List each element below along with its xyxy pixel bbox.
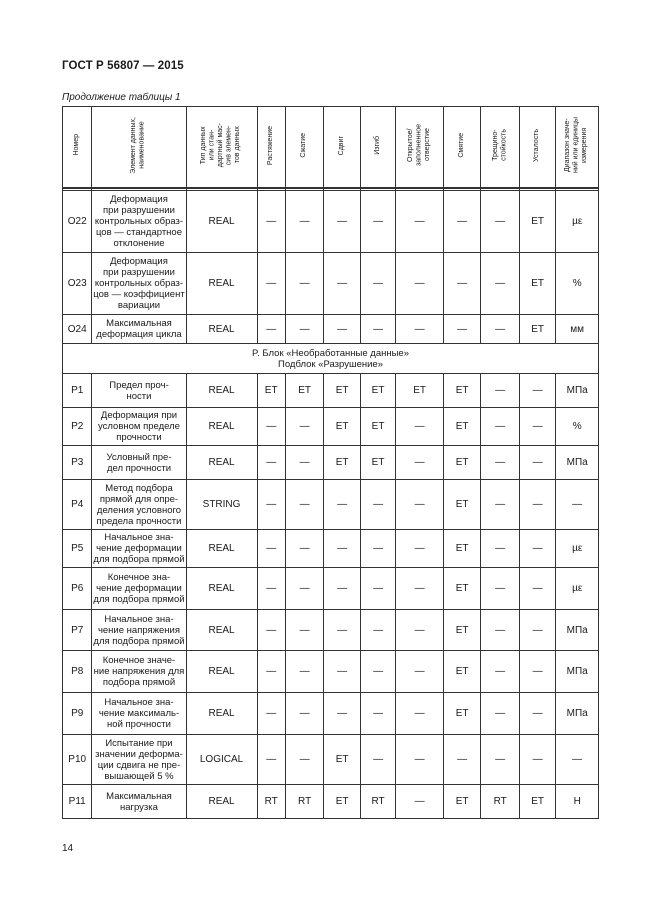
test-type-cell: ET	[443, 693, 480, 735]
column-header-label	[200, 123, 243, 167]
test-type-cell: —	[324, 191, 360, 253]
table-row	[63, 693, 599, 735]
column-header-label	[267, 126, 276, 165]
text-line: Деформация	[110, 194, 168, 205]
test-type-cell: —	[285, 568, 324, 610]
test-type-cell: —	[360, 315, 395, 344]
test-type-cell: —	[257, 191, 285, 253]
column-header	[92, 107, 186, 188]
test-type-cell: —	[257, 253, 285, 315]
text-line: Условный пре-	[106, 451, 172, 463]
column-header	[519, 107, 555, 188]
test-type-cell: RT	[257, 785, 285, 819]
text-line: отклонение	[113, 238, 165, 249]
text-line: вариации	[117, 300, 161, 311]
test-type-cell: —	[481, 374, 520, 408]
text-line: наименование	[138, 121, 146, 169]
test-type-cell: —	[360, 693, 395, 735]
test-type-cell: ET	[324, 374, 360, 408]
row-element-name	[92, 693, 186, 735]
data-elements-table	[62, 106, 599, 819]
column-header	[257, 107, 285, 188]
test-type-cell: —	[481, 568, 520, 610]
row-element-name	[92, 735, 186, 785]
test-type-cell: —	[396, 693, 444, 735]
column-header-label	[407, 124, 433, 166]
row-data-type: REAL	[186, 191, 257, 253]
test-type-cell: —	[257, 610, 285, 651]
text-line: Предел проч-	[109, 379, 169, 391]
test-type-cell: —	[324, 530, 360, 568]
test-type-cell: —	[324, 480, 360, 530]
test-type-cell: —	[324, 651, 360, 693]
test-type-cell: ET	[360, 408, 395, 446]
row-unit: µε	[556, 191, 599, 253]
text-line: Изгиб	[373, 135, 381, 155]
test-type-cell: —	[443, 315, 480, 344]
column-header-label	[458, 133, 467, 158]
test-type-cell: —	[285, 693, 324, 735]
test-type-cell: —	[519, 568, 555, 610]
test-type-cell: ET	[324, 785, 360, 819]
test-type-cell: —	[519, 735, 555, 785]
test-type-cell: —	[396, 315, 444, 344]
test-type-cell: —	[519, 651, 555, 693]
text-line: Сжатие	[300, 132, 308, 158]
table-row	[63, 480, 599, 530]
text-line: Максимальная	[106, 318, 172, 329]
test-type-cell: —	[481, 408, 520, 446]
row-data-type: LOGICAL	[186, 735, 257, 785]
test-type-cell: ET	[443, 446, 480, 480]
test-type-cell: —	[257, 408, 285, 446]
test-type-cell: —	[360, 568, 395, 610]
test-type-cell: —	[285, 446, 324, 480]
test-type-cell: —	[257, 315, 285, 344]
text-line: Конечное значе-	[102, 655, 176, 666]
text-line: ние напряжения для	[93, 666, 185, 677]
row-unit: µε	[556, 568, 599, 610]
row-number: P7	[63, 610, 92, 651]
row-number: P3	[63, 446, 92, 480]
text-line: прочности	[116, 432, 162, 443]
row-data-type: REAL	[186, 693, 257, 735]
text-line: чение деформации	[96, 583, 182, 594]
block-heading-row	[63, 344, 599, 374]
row-number: O24	[63, 315, 92, 344]
test-type-cell: —	[285, 735, 324, 785]
row-number: P10	[63, 735, 92, 785]
row-unit: МПа	[556, 446, 599, 480]
test-type-cell: —	[396, 651, 444, 693]
text-line: Сдвиг	[337, 135, 345, 155]
row-element-name	[92, 610, 186, 651]
row-element-name	[92, 253, 186, 315]
test-type-cell: —	[285, 480, 324, 530]
test-type-cell: ET	[324, 408, 360, 446]
row-data-type: REAL	[186, 530, 257, 568]
text-line: чение максималь-	[98, 708, 180, 719]
test-type-cell: —	[443, 191, 480, 253]
test-type-cell: —	[285, 530, 324, 568]
text-line: Диапазон значе-	[564, 118, 572, 173]
test-type-cell: —	[324, 693, 360, 735]
text-line: Испытание при	[105, 737, 173, 749]
text-line: цов — стандартное	[95, 227, 182, 238]
text-line: нагрузка	[120, 801, 158, 813]
table-row	[63, 610, 599, 651]
column-header	[443, 107, 480, 188]
table-row	[63, 735, 599, 785]
row-number: O23	[63, 253, 92, 315]
test-type-cell: —	[519, 446, 555, 480]
row-element-name	[92, 568, 186, 610]
row-number: P2	[63, 408, 92, 446]
test-type-cell: —	[519, 693, 555, 735]
row-number: P1	[63, 374, 92, 408]
test-type-cell: ET	[257, 374, 285, 408]
test-type-cell: —	[257, 735, 285, 785]
text-line: значении деформа-	[95, 748, 183, 760]
test-type-cell: —	[396, 610, 444, 651]
test-type-cell: —	[481, 446, 520, 480]
test-type-cell: ET	[519, 315, 555, 344]
table-row	[63, 315, 599, 344]
row-data-type: REAL	[186, 568, 257, 610]
row-unit: МПа	[556, 693, 599, 735]
test-type-cell: —	[519, 610, 555, 651]
block-heading	[63, 344, 599, 374]
text-line: чение напряжения	[97, 624, 180, 636]
text-line: стойкость	[500, 129, 508, 162]
text-line: дартный мас-	[217, 123, 225, 168]
row-unit: Н	[556, 785, 599, 819]
test-type-cell: —	[285, 408, 324, 446]
test-type-cell: —	[396, 785, 444, 819]
row-number: P6	[63, 568, 92, 610]
row-data-type: REAL	[186, 315, 257, 344]
test-type-cell: —	[257, 480, 285, 530]
text-line: для подбора прямой	[93, 554, 185, 565]
row-unit: —	[556, 480, 599, 530]
test-type-cell: ET	[443, 610, 480, 651]
test-type-cell: —	[481, 735, 520, 785]
row-unit: МПа	[556, 651, 599, 693]
column-header	[186, 107, 257, 188]
block-title: P. Блок «Необработанные данные»	[252, 347, 409, 359]
text-line: при разрушении	[103, 205, 175, 216]
row-element-name	[92, 191, 186, 253]
test-type-cell: —	[257, 530, 285, 568]
text-line: прямой для опре-	[99, 493, 179, 505]
test-type-cell: —	[396, 530, 444, 568]
table-row	[63, 253, 599, 315]
row-data-type: STRING	[186, 480, 257, 530]
text-line: сив элемен-	[225, 125, 233, 165]
test-type-cell: ET	[443, 374, 480, 408]
test-type-cell: —	[481, 480, 520, 530]
text-line: цов — коэффициент	[93, 289, 185, 300]
test-type-cell: ET	[519, 253, 555, 315]
column-header-label	[564, 117, 590, 173]
document-header: ГОСТ Р 56807 — 2015	[62, 60, 184, 72]
column-header-label	[73, 134, 82, 156]
test-type-cell: —	[360, 651, 395, 693]
test-type-cell: —	[481, 693, 520, 735]
test-type-cell: —	[481, 610, 520, 651]
row-number: O22	[63, 191, 92, 253]
text-line: деформация цикла	[96, 329, 182, 340]
table-caption: Продолжение таблицы 1	[62, 92, 181, 103]
text-line: заполненное	[415, 124, 423, 167]
test-type-cell: —	[519, 374, 555, 408]
text-line: или стан-	[208, 129, 216, 161]
table-row	[63, 446, 599, 480]
test-type-cell: —	[481, 530, 520, 568]
text-line: для подбора прямой	[93, 594, 185, 605]
subblock-title: Подблок «Разрушение»	[278, 358, 383, 370]
row-data-type: REAL	[186, 253, 257, 315]
row-element-name	[92, 446, 186, 480]
test-type-cell: ET	[285, 374, 324, 408]
text-line: измерения	[581, 127, 589, 163]
test-type-cell: —	[324, 568, 360, 610]
page-number: 14	[62, 843, 74, 854]
test-type-cell: —	[285, 191, 324, 253]
test-type-cell: —	[324, 253, 360, 315]
column-header-label	[338, 136, 347, 155]
row-data-type: REAL	[186, 446, 257, 480]
test-type-cell: —	[396, 735, 444, 785]
row-element-name	[92, 374, 186, 408]
text-line: чение деформации	[96, 543, 182, 554]
test-type-cell: ET	[443, 530, 480, 568]
row-number: P9	[63, 693, 92, 735]
test-type-cell: —	[285, 253, 324, 315]
text-line: условном пределе	[98, 421, 180, 432]
row-element-name	[92, 785, 186, 819]
column-header	[63, 107, 92, 188]
text-line: Начальное зна-	[104, 613, 174, 625]
column-header	[396, 107, 444, 188]
text-line: контрольных образ-	[94, 216, 184, 227]
text-line: деления условного	[96, 504, 182, 516]
column-header	[324, 107, 360, 188]
column-header-label	[130, 117, 147, 174]
text-line: Элемент данных,	[130, 116, 138, 174]
test-type-cell: RT	[481, 785, 520, 819]
row-data-type: REAL	[186, 651, 257, 693]
row-number: P11	[63, 785, 92, 819]
text-line: при разрушении	[103, 267, 175, 278]
text-line: ности	[126, 390, 152, 402]
test-type-cell: —	[285, 651, 324, 693]
text-line: Тип данных	[200, 126, 208, 165]
test-type-cell: —	[396, 253, 444, 315]
text-line: Максимальная	[106, 790, 172, 802]
table-row	[63, 530, 599, 568]
test-type-cell: ET	[396, 374, 444, 408]
column-header-label	[374, 136, 383, 155]
test-type-cell: —	[443, 253, 480, 315]
test-type-cell: ET	[519, 785, 555, 819]
test-type-cell: —	[519, 480, 555, 530]
test-type-cell: —	[285, 315, 324, 344]
text-line: Конечное зна-	[107, 572, 171, 583]
row-unit: %	[556, 253, 599, 315]
text-line: ции сдвига не пре-	[97, 759, 181, 771]
row-data-type: REAL	[186, 408, 257, 446]
test-type-cell: —	[360, 735, 395, 785]
text-line: Растяжение	[266, 125, 274, 165]
row-element-name	[92, 651, 186, 693]
test-type-cell: RT	[285, 785, 324, 819]
row-unit: МПа	[556, 610, 599, 651]
test-type-cell: ET	[443, 651, 480, 693]
text-line: Усталость	[533, 128, 541, 162]
test-type-cell: —	[396, 480, 444, 530]
text-line: контрольных образ-	[94, 278, 184, 289]
column-header-label	[533, 129, 542, 162]
text-line: Открытое/	[406, 128, 414, 162]
test-type-cell: —	[481, 253, 520, 315]
column-header-label	[492, 129, 509, 161]
text-line: тов данных	[234, 126, 242, 164]
text-line: дел прочности	[106, 462, 172, 474]
test-type-cell: —	[396, 446, 444, 480]
test-type-cell: —	[324, 315, 360, 344]
table-header-row	[63, 107, 599, 188]
table-row	[63, 568, 599, 610]
test-type-cell: ET	[443, 408, 480, 446]
row-element-name	[92, 480, 186, 530]
text-line: Начальное зна-	[104, 697, 174, 708]
test-type-cell: —	[257, 568, 285, 610]
row-data-type: REAL	[186, 610, 257, 651]
test-type-cell: —	[481, 315, 520, 344]
row-unit: мм	[556, 315, 599, 344]
test-type-cell: ET	[324, 735, 360, 785]
table-row	[63, 785, 599, 819]
test-type-cell: —	[285, 610, 324, 651]
test-type-cell: —	[360, 530, 395, 568]
text-line: ной прочности	[107, 719, 171, 730]
row-element-name	[92, 315, 186, 344]
test-type-cell: —	[324, 610, 360, 651]
row-unit: %	[556, 408, 599, 446]
row-element-name	[92, 408, 186, 446]
test-type-cell: ET	[360, 446, 395, 480]
text-line: Начальное зна-	[104, 532, 174, 543]
test-type-cell: —	[257, 446, 285, 480]
text-line: Трещино-	[491, 129, 499, 161]
text-line: подбора прямой	[102, 677, 176, 688]
table-row	[63, 651, 599, 693]
text-line: Деформация при	[100, 410, 178, 421]
test-type-cell: ET	[324, 446, 360, 480]
test-type-cell: —	[396, 568, 444, 610]
row-data-type: REAL	[186, 374, 257, 408]
test-type-cell: ET	[443, 480, 480, 530]
test-type-cell: —	[257, 693, 285, 735]
text-line: для подбора прямой	[93, 635, 185, 647]
row-unit: МПа	[556, 374, 599, 408]
text-line: Метод подбора	[105, 482, 173, 494]
row-element-name	[92, 530, 186, 568]
test-type-cell: ET	[360, 374, 395, 408]
table-row	[63, 374, 599, 408]
text-line: вышающей 5 %	[104, 770, 174, 782]
test-type-cell: —	[396, 408, 444, 446]
test-type-cell: —	[257, 651, 285, 693]
text-line: предела прочности	[96, 515, 182, 527]
test-type-cell: —	[360, 480, 395, 530]
column-header-label	[300, 133, 309, 158]
row-data-type: REAL	[186, 785, 257, 819]
test-type-cell: —	[519, 408, 555, 446]
test-type-cell: —	[360, 253, 395, 315]
test-type-cell: —	[519, 530, 555, 568]
table-row	[63, 408, 599, 446]
row-number: P5	[63, 530, 92, 568]
column-header	[481, 107, 520, 188]
text-line: Смятие	[457, 132, 465, 158]
test-type-cell: —	[360, 191, 395, 253]
column-header	[285, 107, 324, 188]
row-number: P8	[63, 651, 92, 693]
test-type-cell: —	[360, 610, 395, 651]
table-row	[63, 191, 599, 253]
test-type-cell: —	[443, 735, 480, 785]
test-type-cell: ET	[519, 191, 555, 253]
row-unit: —	[556, 735, 599, 785]
test-type-cell: —	[396, 191, 444, 253]
text-line: Номер	[72, 134, 80, 157]
test-type-cell: —	[481, 191, 520, 253]
test-type-cell: RT	[360, 785, 395, 819]
column-header	[360, 107, 395, 188]
column-header	[556, 107, 599, 188]
test-type-cell: ET	[443, 785, 480, 819]
text-line: отверстие	[423, 128, 431, 162]
test-type-cell: —	[481, 651, 520, 693]
row-unit: µε	[556, 530, 599, 568]
text-line: Деформация	[110, 256, 168, 267]
test-type-cell: ET	[443, 568, 480, 610]
text-line: ний или единицы	[572, 117, 580, 174]
row-number: P4	[63, 480, 92, 530]
